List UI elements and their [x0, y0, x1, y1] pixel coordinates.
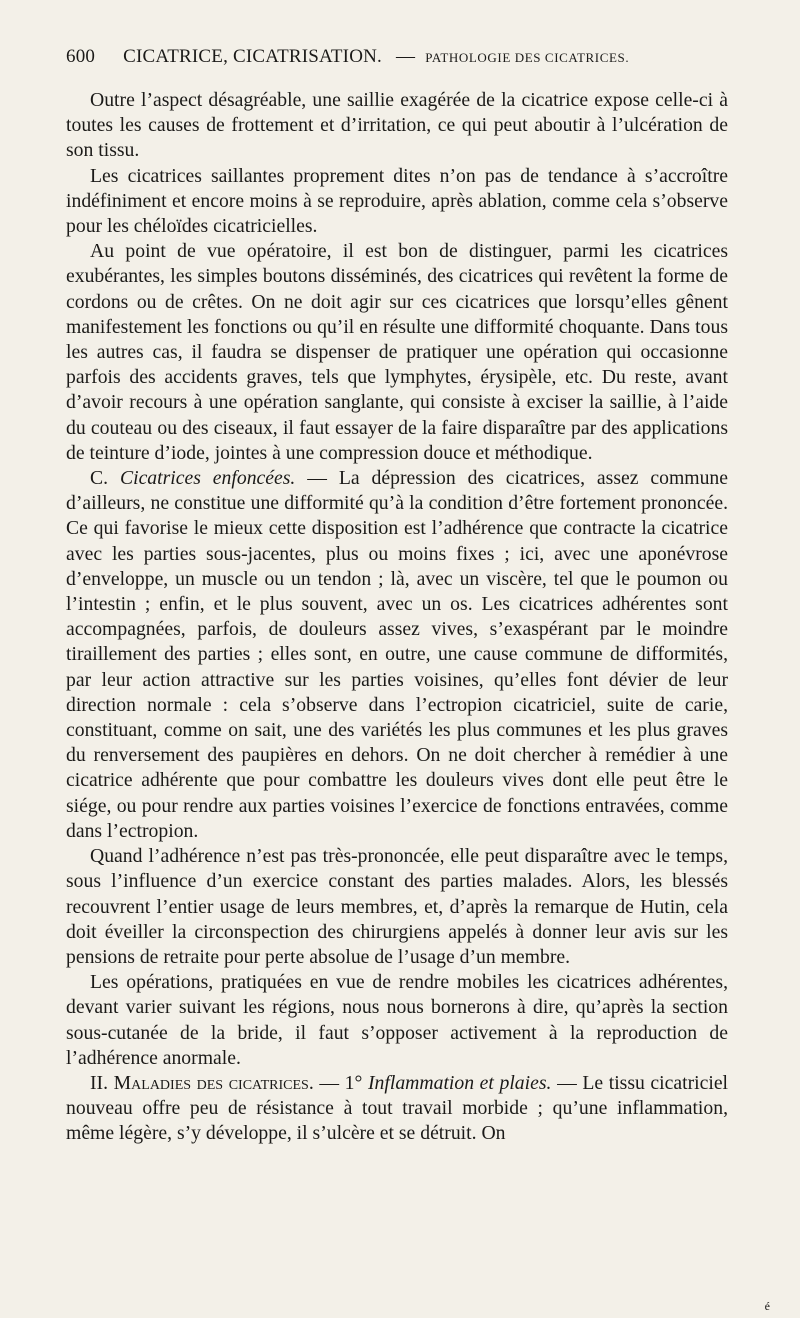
footer-mark: é [764, 1299, 770, 1313]
running-header [66, 46, 728, 68]
paragraph-3: Au point de vue opératoire, il est bon de distinguer, parmi les cicatrices exubérantes, les simples boutons disséminés, des cicatrices qui revêtent la forme de cordons ou de crêtes. On ne doit agir sur ces cicatrices que lorsqu’elles gênent manifestement les fonctions ou qu’il en résulte une difformité choquante. Dans tous les autres cas, il faudra se dispenser de pratiquer une opération qui occasionne parfois des accidents graves, tels que lymphytes, érysipèle, etc. Du reste, avant d’avoir recours à une opération sanglante, qui consiste à exciser la saillie, à l’aide du couteau ou des ciseaux, il faut essayer de la faire disparaître par des applications de teinture d’iode, jointes à une compression douce et méthodique. [66, 240, 728, 464]
running-title: CICATRICE, CICATRISATION. [123, 46, 382, 67]
section-label-ii: II. [90, 1071, 109, 1094]
subsection-heading-inflammation: Inflammation et plaies. [367, 1071, 552, 1094]
paragraph-5: Quand l’adhérence n’est pas très-prononcée, elle peut disparaître avec le temps, sous l’influence d’un exercice constant des parties malades. Alors, les blessés recouvrent l’entier usage de leurs membres, et, d’après la remarque de Hutin, cela doit éveiller la circonspection des chirurgiens appelés à donner leur avis sur les pensions de retraite pour perte absolue de l’usage d’un membre. [66, 845, 728, 968]
section-heading-cicatrices-enfoncees: Cicatrices enfoncées. [119, 467, 296, 490]
paragraph-2: Les cicatrices saillantes proprement dites n’on pas de tendance à s’accroître indéfiniment et encore moins à se reproduire, après ablation, comme cela s’observe pour les chéloïdes cicatricielles. [66, 164, 728, 238]
page-number: 600 [66, 46, 96, 67]
section-label-c: C. [90, 467, 109, 490]
paragraph-4-text: — La dépression des cicatrices, assez commune d’ailleurs, ne constitue une difformité qu’à la condition d’être fortement prononcée. Ce qui favorise le mieux cette disposition est l’adhérence que contracte la cicatrice avec les parties sous-jacentes, plus ou moins fixes ; ici, avec une aponévrose d’enveloppe, un muscle ou un tendon ; là, avec un viscère, tel que le poumon ou l’intestin ; enfin, et le plus souvent, avec un os. Les cicatrices adhérentes sont accompagnées, parfois, de douleurs assez vives, s’exaspérant par le moindre tiraillement des parties ; elles sont, en outre, une cause commune de difformités, par leur action attractive sur les parties voisines, qu’elles font dévier de leur direction normale : cela s’observe dans l’ectropion cicatriciel, suite de carie, constituant, comme on sait, une des variétés les plus communes et les plus graves du renversement des paupières en dehors. On ne doit chercher à remédier à une cicatrice adhérente que pour combattre les douleurs vives dont elle peut être le siége, ou pour rendre aux parties voisines l’exercice de fonctions entravées, comme dans l’ectropion. [66, 467, 728, 842]
section-title-maladies: Maladies des cicatrices. [113, 1071, 314, 1094]
running-subtitle: PATHOLOGIE DES CICATRICES. [425, 50, 630, 65]
paragraph-7 [66, 1071, 728, 1147]
subsection-number: 1° [344, 1071, 363, 1094]
header-dash: — [395, 46, 416, 67]
paragraph-6: Les opérations, pratiquées en vue de rendre mobiles les cicatrices adhérentes, devant varier suivant les régions, nous nous bornerons à dire, qu’après la section sous-cutanée de la bride, il faut s’opposer activement à la reproduction de l’adhérence anormale. [66, 971, 728, 1069]
paragraph-4 [66, 466, 728, 844]
paragraph-1: Outre l’aspect désagréable, une saillie exagérée de la cicatrice expose celle-ci à toutes les causes de frottement et d’irritation, ce qui peut aboutir à l’ulcération de son tissu. [66, 89, 728, 162]
section-dash: — [319, 1071, 340, 1094]
body-text [66, 88, 728, 1147]
paragraph-7-text: — Le tissu cicatriciel nouveau offre peu de résistance à tout travail morbide ; qu’une inflammation, même légère, s’y développe, il s’ulcère et se détruit. On [66, 1071, 729, 1145]
